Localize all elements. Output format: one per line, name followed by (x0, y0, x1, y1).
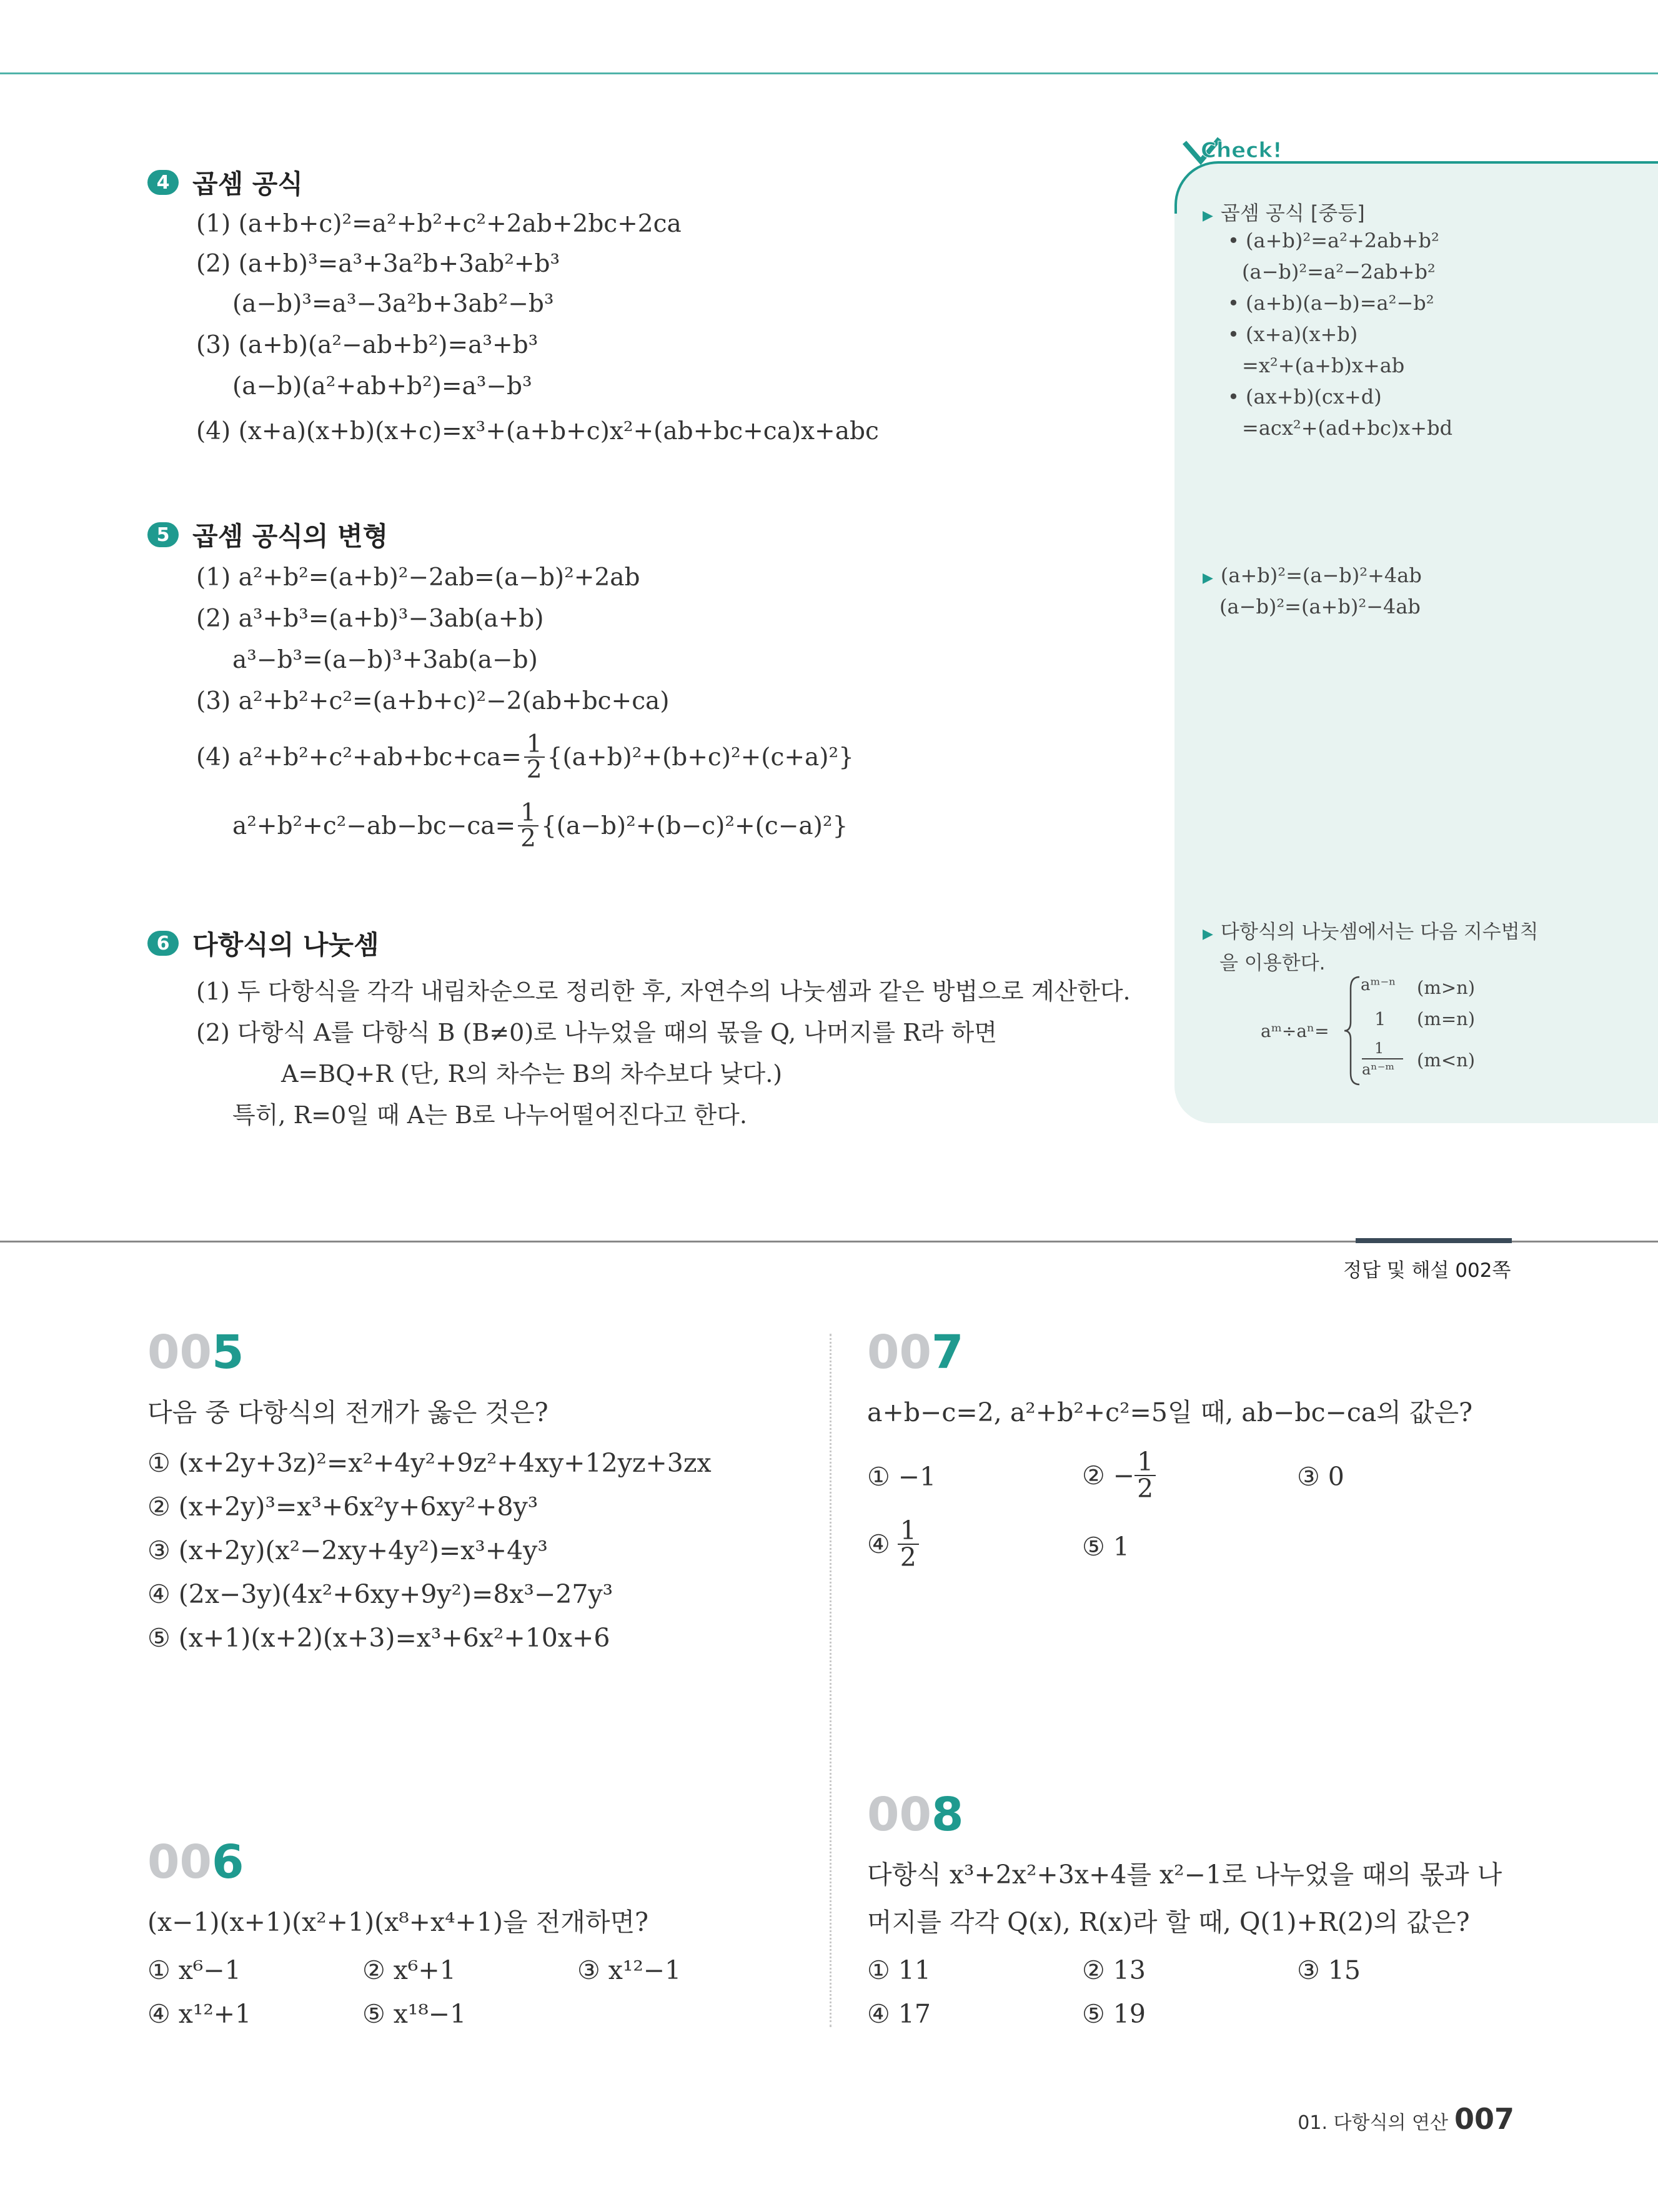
check-item: (a−b)²=(a+b)²−4ab (1219, 595, 1421, 618)
rule-case-3-den: aⁿ⁻ᵐ (1362, 1061, 1395, 1078)
section-5-header (147, 516, 388, 553)
numerator: 1 (524, 732, 545, 758)
section-4-header (147, 164, 303, 201)
problem-number-005 (147, 1326, 244, 1379)
check-heading: 곱셈 공식 [중등] (1220, 201, 1365, 225)
formula-line (232, 801, 848, 851)
formula-line: (3) a²+b²+c²=(a+b+c)²−2(ab+bc+ca) (196, 687, 670, 715)
formula-line: (4) (x+a)(x+b)(x+c)=x³+(a+b+c)x²+(ab+bc+ca)x+abc (196, 417, 879, 445)
answer-choice[interactable]: ② (x+2y)³=x³+6x²y+6xy²+8y³ (147, 1492, 539, 1522)
page-footer (1298, 2102, 1514, 2136)
answer-choice[interactable]: ⑤ (x+1)(x+2)(x+3)=x³+6x²+10x+6 (147, 1623, 610, 1653)
section-number-badge: 5 (147, 522, 179, 547)
triangle-bullet-icon: ▶ (1203, 926, 1213, 942)
formula-line: (a−b)(a²+ab+b²)=a³−b³ (232, 372, 532, 400)
formula-left: (4) a²+b²+c²+ab+bc+ca= (196, 743, 522, 771)
top-rule (0, 72, 1658, 74)
section-title: 다항식의 나눗셈 (192, 930, 379, 960)
problem-number-007 (867, 1326, 963, 1379)
choice-label: ② − (1082, 1461, 1135, 1490)
rule-case-2: 1 (1374, 1008, 1386, 1029)
text-line: (2) 다항식 A를 다항식 B (B≠0)로 나누었을 때의 몫을 Q, 나머지를 R라 하면 (196, 1019, 997, 1046)
answer-choice[interactable]: ③ 0 (1297, 1462, 1344, 1492)
formula-line: (1) (a+b+c)²=a²+b²+c²+2ab+2bc+2ca (196, 210, 682, 238)
divider-accent (1356, 1238, 1512, 1243)
fraction-half (1134, 1449, 1156, 1502)
formula-line: (1) a²+b²=(a+b)²−2ab=(a−b)²+2ab (196, 563, 640, 592)
choice-label: ④ (867, 1529, 890, 1559)
check-tag-icon (1182, 134, 1294, 171)
answer-choice[interactable]: ① (x+2y+3z)²=x²+4y²+9z²+4xy+12yz+3zx (147, 1448, 712, 1478)
section-number-badge: 6 (147, 931, 179, 956)
answer-choice[interactable]: ④ 17 (867, 1999, 931, 2029)
page-number: 007 (1454, 2102, 1514, 2136)
number-prefix: 00 (867, 1326, 931, 1379)
numerator: 1 (518, 801, 539, 826)
answer-choice[interactable]: ③ 15 (1297, 1955, 1361, 1985)
formula-line: (a−b)³=a³−3a²b+3ab²−b³ (232, 290, 554, 318)
rule-cond-1: (m>n) (1417, 977, 1476, 998)
fraction-half (898, 1515, 919, 1572)
number-suffix: 7 (931, 1326, 964, 1379)
check-item: • (a+b)²=a²+2ab+b² (1228, 229, 1439, 252)
number-prefix: 00 (147, 1326, 212, 1379)
chapter-title: 01. 다항식의 연산 (1298, 2112, 1448, 2134)
answer-choice[interactable]: ① −1 (867, 1462, 936, 1492)
number-prefix: 00 (867, 1788, 931, 1842)
check-tag-text: Check! (1201, 138, 1283, 163)
denominator: 2 (1137, 1474, 1154, 1504)
answer-choice[interactable] (1082, 1449, 1156, 1502)
formula-line: (2) (a+b)³=a³+3a²b+3ab²+b³ (196, 250, 560, 278)
check-item: • (x+a)(x+b) (1228, 322, 1358, 346)
triangle-bullet-icon: ▶ (1203, 208, 1213, 224)
denominator: 2 (900, 1542, 916, 1572)
answer-choice[interactable]: ⑤ 1 (1082, 1532, 1129, 1562)
brace-icon (1343, 976, 1362, 1086)
check-item: • (a+b)(a−b)=a²−b² (1228, 291, 1434, 315)
number-suffix: 5 (211, 1326, 244, 1379)
check-item: (a−b)²=a²−2ab+b² (1242, 260, 1436, 284)
formula-left: a²+b²+c²−ab−bc−ca= (232, 811, 516, 840)
section-number-badge: 4 (147, 170, 179, 195)
formula-line (196, 732, 854, 782)
formula-right: {(a−b)²+(b−c)²+(c−a)²} (540, 811, 848, 840)
text-line: 특히, R=0일 때 A는 B로 나누어떨어진다고 한다. (232, 1101, 747, 1129)
answer-choice[interactable]: ② x⁶+1 (362, 1955, 456, 1985)
text-line: A=BQ+R (단, R의 차수는 B의 차수보다 낮다.) (281, 1060, 783, 1088)
check-item (1203, 197, 1365, 226)
answer-choice[interactable]: ② 13 (1082, 1955, 1146, 1985)
formula-line: (2) a³+b³=(a+b)³−3ab(a+b) (196, 605, 544, 633)
rule-case-1: aᵐ⁻ⁿ (1361, 976, 1396, 994)
formula-line: (3) (a+b)(a²−ab+b²)=a³+b³ (196, 331, 539, 359)
fraction-bar (1362, 1058, 1403, 1059)
answer-choice[interactable]: ④ x¹²+1 (147, 1999, 252, 2029)
section-title: 곱셈 공식의 변형 (192, 521, 389, 552)
answer-reference: 정답 및 해설 002쪽 (1343, 1259, 1511, 1282)
column-separator (830, 1334, 831, 2027)
problem-question: 머지를 각각 Q(x), R(x)라 할 때, Q(1)+R(2)의 값은? (867, 1907, 1470, 1937)
answer-choice[interactable]: ① 11 (867, 1955, 931, 1985)
check-text: 다항식의 나눗셈에서는 다음 지수법칙 (1220, 921, 1539, 943)
answer-choice[interactable]: ⑤ 19 (1082, 1999, 1146, 2029)
answer-choice[interactable]: ① x⁶−1 (147, 1955, 241, 1985)
check-item: =acx²+(ad+bc)x+bd (1242, 416, 1453, 440)
number-suffix: 6 (211, 1835, 244, 1889)
problem-question: 다항식 x³+2x²+3x+4를 x²−1로 나누었을 때의 몫과 나 (867, 1860, 1502, 1890)
check-item (1203, 563, 1422, 587)
formula-line: a³−b³=(a−b)³+3ab(a−b) (232, 646, 538, 674)
answer-choice[interactable]: ③ (x+2y)(x²−2xy+4y²)=x³+4y³ (147, 1535, 548, 1565)
formula-right: {(a+b)²+(b+c)²+(c+a)²} (547, 743, 854, 771)
rule-cond-3: (m<n) (1417, 1049, 1476, 1071)
problem-number-008 (867, 1788, 963, 1842)
answer-choice[interactable]: ⑤ x¹⁸−1 (362, 1999, 467, 2029)
numerator: 1 (898, 1518, 919, 1545)
text-line: (1) 두 다항식을 각각 내림차순으로 정리한 후, 자연수의 나눗셈과 같은 방법으로 계산한다. (196, 978, 1131, 1005)
check-item: 을 이용한다. (1219, 952, 1326, 975)
number-prefix: 00 (147, 1835, 212, 1889)
denominator: 2 (526, 756, 542, 784)
answer-choice[interactable] (867, 1515, 919, 1572)
check-item: =x²+(a+b)x+ab (1242, 354, 1405, 377)
answer-choice[interactable]: ④ (2x−3y)(4x²+6xy+9y²)=8x³−27y³ (147, 1579, 613, 1609)
fraction-half (524, 732, 545, 782)
section-6-header (147, 925, 379, 962)
rule-cond-2: (m=n) (1417, 1008, 1476, 1029)
check-item: • (ax+b)(cx+d) (1228, 385, 1382, 409)
answer-choice[interactable]: ③ x¹²−1 (577, 1955, 682, 1985)
triangle-bullet-icon: ▶ (1203, 570, 1213, 586)
check-item (1203, 916, 1539, 944)
check-text: (a+b)²=(a−b)²+4ab (1220, 563, 1422, 587)
problem-question: a+b−c=2, a²+b²+c²=5일 때, ab−bc−ca의 값은? (867, 1397, 1473, 1427)
exponent-rule-left: aᵐ÷aⁿ= (1261, 1021, 1329, 1041)
fraction-half (518, 801, 539, 851)
problem-question: 다음 중 다항식의 전개가 옳은 것은? (147, 1397, 549, 1427)
problem-question: (x−1)(x+1)(x²+1)(x⁸+x⁴+1)을 전개하면? (147, 1907, 649, 1937)
denominator: 2 (520, 825, 536, 853)
number-suffix: 8 (931, 1788, 964, 1842)
problem-number-006 (147, 1835, 244, 1889)
section-title: 곱셈 공식 (192, 169, 303, 199)
rule-case-3-num: 1 (1374, 1039, 1384, 1057)
numerator: 1 (1134, 1449, 1156, 1476)
